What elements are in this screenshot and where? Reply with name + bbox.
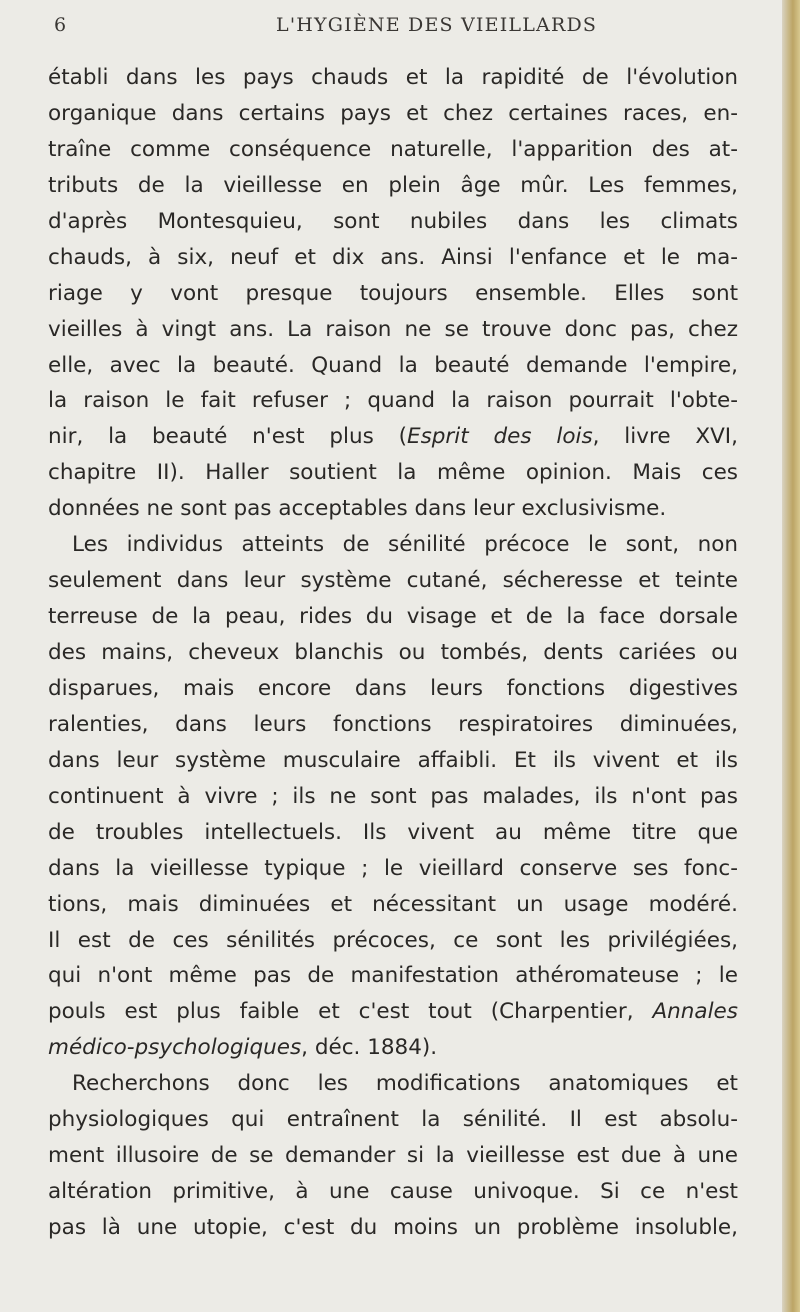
text-line: [48, 887, 738, 923]
line-text: de troubles intellectuels. Ils vivent au même titre que: [48, 819, 738, 845]
text-line: [48, 1066, 738, 1102]
text-line: [48, 815, 738, 851]
text-line: [48, 671, 738, 707]
line-text: elle, avec la beauté. Quand la beauté demande l'empire,: [48, 352, 738, 378]
line-text: Les individus atteints de sénilité précoce le sont, non: [72, 532, 738, 558]
text-line: [48, 276, 738, 312]
line-text-after: , livre XVI,: [592, 424, 738, 450]
italic-title: médico-psychologiques: [48, 1035, 302, 1061]
text-line: [48, 958, 738, 994]
line-text: continuent à vivre ; ils ne sont pas malades, ils n'ont pas: [48, 783, 738, 809]
italic-title: Annales: [652, 999, 738, 1025]
line-text: ralenties, dans leurs fonctions respiratoires diminuées,: [48, 711, 738, 737]
line-text: dans leur système musculaire affaibli. Et ils vivent et ils: [48, 747, 738, 773]
line-text: altération primitive, à une cause univoque. Si ce n'est: [48, 1179, 738, 1205]
text-line: [48, 383, 738, 419]
line-text: physiologiques qui entraînent la sénilité. Il est absolu-: [48, 1107, 738, 1133]
text-line: [48, 240, 738, 276]
line-text: d'après Montesquieu, sont nubiles dans les climats: [48, 208, 738, 234]
line-text: vieilles à vingt ans. La raison ne se trouve donc pas, chez: [48, 316, 738, 342]
text-line: [48, 563, 738, 599]
text-line: [48, 1030, 738, 1066]
text-line: [48, 527, 738, 563]
text-line: [48, 1174, 738, 1210]
line-text: chapitre II). Haller soutient la même opinion. Mais ces: [48, 460, 738, 486]
text-line: [48, 1102, 738, 1138]
text-line: [48, 132, 738, 168]
line-text-after: , déc. 1884).: [301, 1035, 438, 1061]
body-text: [48, 60, 738, 1246]
line-text: seulement dans leur système cutané, sécheresse et teinte: [48, 568, 738, 594]
page-edge: [782, 0, 800, 1312]
text-line: [48, 599, 738, 635]
text-line: [48, 1210, 738, 1246]
text-line: [48, 96, 738, 132]
line-text: qui n'ont même pas de manifestation athéromateuse ; le: [48, 963, 738, 989]
line-text: données ne sont pas acceptables dans leur exclusivisme.: [48, 496, 667, 522]
line-text: la raison le fait refuser ; quand la raison pourrait l'obte-: [48, 388, 738, 414]
line-text: traîne comme conséquence naturelle, l'apparition des at-: [48, 136, 738, 162]
text-line: [48, 455, 738, 491]
line-text: établi dans les pays chauds et la rapidité de l'évolution: [48, 65, 738, 90]
line-text-before: nir, la beauté n'est plus (: [48, 424, 407, 450]
text-line: [48, 1138, 738, 1174]
text-line: [48, 851, 738, 887]
text-line: [48, 312, 738, 348]
line-text-before: pouls est plus faible et c'est tout (Charpentier,: [48, 999, 653, 1025]
text-line: [48, 168, 738, 204]
text-line: [48, 348, 738, 384]
text-line: [48, 204, 738, 240]
line-text: dans la vieillesse typique ; le vieillard conserve ses fonc-: [48, 855, 738, 881]
text-line: [48, 743, 738, 779]
text-line: [48, 635, 738, 671]
text-line: [48, 779, 738, 815]
line-text: chauds, à six, neuf et dix ans. Ainsi l'enfance et le ma-: [48, 244, 738, 270]
line-text: disparues, mais encore dans leurs fonctions digestives: [48, 675, 738, 701]
running-head: [48, 14, 738, 44]
text-line: [48, 707, 738, 743]
page-number: 6: [54, 14, 68, 36]
running-title: L'HYGIÈNE DES VIEILLARDS: [276, 14, 598, 36]
text-line: [48, 994, 738, 1030]
text-line: [48, 923, 738, 959]
line-text: des mains, cheveux blanchis ou tombés, dents cariées ou: [48, 640, 738, 665]
text-line: [48, 60, 738, 96]
line-text: terreuse de la peau, rides du visage et de la face dorsale: [48, 604, 738, 630]
text-line: [48, 491, 738, 527]
text-line: [48, 419, 738, 455]
line-text: ment illusoire de se demander si la vieillesse est due à une: [48, 1143, 738, 1169]
line-text: pas là une utopie, c'est du moins un problème insoluble,: [48, 1215, 738, 1240]
line-text: tributs de la vieillesse en plein âge mûr. Les femmes,: [48, 172, 738, 198]
line-text: Il est de ces sénilités précoces, ce sont les privilégiées,: [48, 927, 738, 953]
line-text: tions, mais diminuées et nécessitant un usage modéré.: [48, 891, 738, 917]
line-text: riage y vont presque toujours ensemble. Elles sont: [48, 280, 738, 306]
line-text: organique dans certains pays et chez certaines races, en-: [48, 100, 738, 126]
line-text: Recherchons donc les modifications anatomiques et: [72, 1071, 738, 1097]
italic-title: Esprit des lois: [407, 424, 593, 450]
